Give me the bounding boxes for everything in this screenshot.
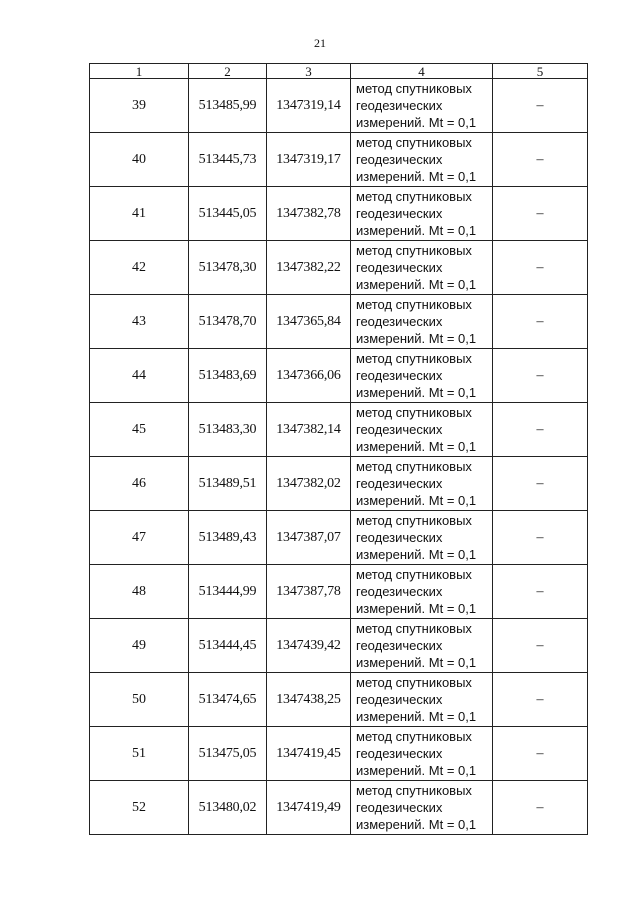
note-dash: – xyxy=(493,511,588,565)
point-number: 50 xyxy=(90,673,189,727)
method-line: измерений. Mt = 0,1 xyxy=(356,277,477,292)
coordinate-y: 1347366,06 xyxy=(267,349,351,403)
table-row xyxy=(90,511,588,565)
table-row xyxy=(90,727,588,781)
point-number: 52 xyxy=(90,781,189,835)
method-line: метод спутниковых xyxy=(356,783,472,798)
note-dash: – xyxy=(493,727,588,781)
note-dash: – xyxy=(493,187,588,241)
method-line: измерений. Mt = 0,1 xyxy=(356,115,477,130)
column-header-2: 2 xyxy=(189,64,267,79)
method-line: геодезических xyxy=(356,800,443,815)
method-description xyxy=(351,403,493,457)
table-row xyxy=(90,295,588,349)
method-line: измерений. Mt = 0,1 xyxy=(356,655,477,670)
note-dash: – xyxy=(493,133,588,187)
method-line: геодезических xyxy=(356,98,443,113)
point-number: 51 xyxy=(90,727,189,781)
method-description xyxy=(351,781,493,835)
method-description xyxy=(351,349,493,403)
method-line: геодезических xyxy=(356,206,443,221)
coordinate-x: 513444,45 xyxy=(189,619,267,673)
note-dash: – xyxy=(493,403,588,457)
note-dash: – xyxy=(493,457,588,511)
method-line: метод спутниковых xyxy=(356,243,472,258)
method-line: геодезических xyxy=(356,476,443,491)
method-line: геодезических xyxy=(356,746,443,761)
note-dash: – xyxy=(493,619,588,673)
table-row xyxy=(90,781,588,835)
table-body xyxy=(90,79,588,835)
method-line: измерений. Mt = 0,1 xyxy=(356,493,477,508)
method-line: метод спутниковых xyxy=(356,135,472,150)
table-row xyxy=(90,241,588,295)
table-row xyxy=(90,187,588,241)
method-line: геодезических xyxy=(356,368,443,383)
point-number: 46 xyxy=(90,457,189,511)
note-dash: – xyxy=(493,349,588,403)
point-number: 45 xyxy=(90,403,189,457)
coordinate-y: 1347382,14 xyxy=(267,403,351,457)
method-line: измерений. Mt = 0,1 xyxy=(356,223,477,238)
column-header-4: 4 xyxy=(351,64,493,79)
coordinate-y: 1347382,02 xyxy=(267,457,351,511)
method-description xyxy=(351,565,493,619)
note-dash: – xyxy=(493,295,588,349)
point-number: 48 xyxy=(90,565,189,619)
coordinate-x: 513489,51 xyxy=(189,457,267,511)
method-line: метод спутниковых xyxy=(356,513,472,528)
table-row xyxy=(90,673,588,727)
method-line: геодезических xyxy=(356,584,443,599)
note-dash: – xyxy=(493,79,588,133)
point-number: 47 xyxy=(90,511,189,565)
coordinate-x: 513445,05 xyxy=(189,187,267,241)
method-line: метод спутниковых xyxy=(356,729,472,744)
coordinate-y: 1347382,78 xyxy=(267,187,351,241)
method-line: метод спутниковых xyxy=(356,621,472,636)
method-line: геодезических xyxy=(356,422,443,437)
column-header-3: 3 xyxy=(267,64,351,79)
method-line: измерений. Mt = 0,1 xyxy=(356,601,477,616)
coordinates-table xyxy=(89,63,588,835)
method-line: измерений. Mt = 0,1 xyxy=(356,169,477,184)
note-dash: – xyxy=(493,673,588,727)
table-row xyxy=(90,133,588,187)
method-line: метод спутниковых xyxy=(356,405,472,420)
coordinate-y: 1347387,78 xyxy=(267,565,351,619)
method-description xyxy=(351,511,493,565)
method-description xyxy=(351,187,493,241)
method-line: метод спутниковых xyxy=(356,675,472,690)
coordinate-x: 513445,73 xyxy=(189,133,267,187)
method-line: метод спутниковых xyxy=(356,351,472,366)
coordinate-x: 513489,43 xyxy=(189,511,267,565)
point-number: 42 xyxy=(90,241,189,295)
point-number: 39 xyxy=(90,79,189,133)
method-line: измерений. Mt = 0,1 xyxy=(356,547,477,562)
coordinate-y: 1347319,17 xyxy=(267,133,351,187)
method-description xyxy=(351,133,493,187)
coordinate-y: 1347319,14 xyxy=(267,79,351,133)
note-dash: – xyxy=(493,781,588,835)
method-line: метод спутниковых xyxy=(356,189,472,204)
method-description xyxy=(351,295,493,349)
method-line: геодезических xyxy=(356,530,443,545)
coordinate-y: 1347419,49 xyxy=(267,781,351,835)
coordinate-x: 513478,30 xyxy=(189,241,267,295)
method-line: измерений. Mt = 0,1 xyxy=(356,331,477,346)
coordinate-x: 513478,70 xyxy=(189,295,267,349)
method-line: геодезических xyxy=(356,260,443,275)
method-description xyxy=(351,79,493,133)
note-dash: – xyxy=(493,241,588,295)
method-line: измерений. Mt = 0,1 xyxy=(356,709,477,724)
coordinate-y: 1347419,45 xyxy=(267,727,351,781)
method-line: геодезических xyxy=(356,314,443,329)
coordinate-y: 1347365,84 xyxy=(267,295,351,349)
table-row xyxy=(90,349,588,403)
note-dash: – xyxy=(493,565,588,619)
column-header-5: 5 xyxy=(493,64,588,79)
coordinate-x: 513483,30 xyxy=(189,403,267,457)
method-line: измерений. Mt = 0,1 xyxy=(356,817,477,832)
method-line: геодезических xyxy=(356,692,443,707)
coordinate-x: 513444,99 xyxy=(189,565,267,619)
point-number: 41 xyxy=(90,187,189,241)
table-row xyxy=(90,457,588,511)
point-number: 49 xyxy=(90,619,189,673)
method-description xyxy=(351,727,493,781)
coordinate-x: 513485,99 xyxy=(189,79,267,133)
coordinate-y: 1347387,07 xyxy=(267,511,351,565)
table-header-row xyxy=(90,64,588,79)
method-line: метод спутниковых xyxy=(356,297,472,312)
method-line: измерений. Mt = 0,1 xyxy=(356,763,477,778)
table-row xyxy=(90,619,588,673)
coordinate-y: 1347439,42 xyxy=(267,619,351,673)
method-description xyxy=(351,241,493,295)
point-number: 44 xyxy=(90,349,189,403)
method-description xyxy=(351,673,493,727)
method-description xyxy=(351,457,493,511)
table-row xyxy=(90,79,588,133)
method-line: геодезических xyxy=(356,638,443,653)
method-line: метод спутниковых xyxy=(356,567,472,582)
method-line: измерений. Mt = 0,1 xyxy=(356,385,477,400)
coordinate-y: 1347382,22 xyxy=(267,241,351,295)
method-line: метод спутниковых xyxy=(356,459,472,474)
method-line: метод спутниковых xyxy=(356,81,472,96)
point-number: 43 xyxy=(90,295,189,349)
coordinate-x: 513474,65 xyxy=(189,673,267,727)
point-number: 40 xyxy=(90,133,189,187)
method-line: геодезических xyxy=(356,152,443,167)
coordinate-y: 1347438,25 xyxy=(267,673,351,727)
column-header-1: 1 xyxy=(90,64,189,79)
method-line: измерений. Mt = 0,1 xyxy=(356,439,477,454)
coordinate-x: 513483,69 xyxy=(189,349,267,403)
coordinate-x: 513480,02 xyxy=(189,781,267,835)
coordinate-x: 513475,05 xyxy=(189,727,267,781)
table-row xyxy=(90,403,588,457)
page-number: 21 xyxy=(314,36,326,50)
method-description xyxy=(351,619,493,673)
table-row xyxy=(90,565,588,619)
